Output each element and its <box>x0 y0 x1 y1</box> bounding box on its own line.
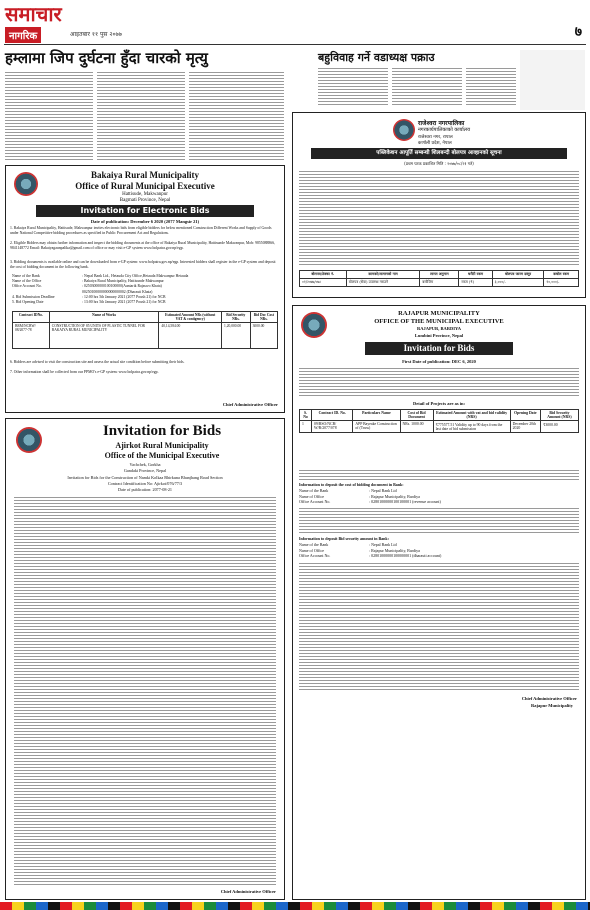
notice-rajapur <box>292 305 586 900</box>
place-line: Bagmati Province, Nepal <box>119 198 171 203</box>
info-value: : Rajapur Municipality, Bardiya <box>369 493 420 499</box>
table-cell: 40,14,584.00 <box>159 323 222 349</box>
table-header-cell: कामको/सामानको नाम <box>346 271 420 279</box>
info-value: : Nepal Bank Ltd., Hetauda City Office,Hetauda Makwanpur Hetauda <box>82 274 189 278</box>
table-cell: NRs. 1000.00 <box>400 421 433 433</box>
table-header-cell: Estimated Amount with vat and bid validity (NRS) <box>433 410 510 421</box>
place-line: Vachchek, Gorkha <box>129 462 161 467</box>
office-name: Office of Rural Municipal Executive <box>75 181 215 191</box>
headline-left: हम्लामा जिप दुर्घटना हुँदा चारको मृत्यु <box>5 49 208 67</box>
info-key: Office Account No. <box>299 499 331 504</box>
pub-date: First Date of publication: DEC 6, 2020 <box>402 359 476 364</box>
table-cell: ₹775577.51 Validity up to 90 days from the last date of bid submission <box>433 421 510 433</box>
info-key: Office Account No. <box>299 553 331 558</box>
table-header-cell: S. No <box>300 410 312 421</box>
article-column <box>97 70 185 160</box>
table-cell: December 20th 2020 <box>510 421 540 433</box>
table-cell: 09/RSO/NCB/ W/B/2077/078 <box>312 421 353 433</box>
table-cell: BRM/NCBW/ 08/2077-78 <box>13 323 50 349</box>
notice-title: Invitation for Bids <box>365 342 513 355</box>
masthead <box>5 4 67 42</box>
table-cell: 1 <box>300 421 312 433</box>
signature: Chief Administrative Officer <box>220 889 276 894</box>
table-cell: ₹3000.00 <box>540 421 578 433</box>
notice-title: पब्लिकेशन आपूर्ति सम्बन्धी शिलबन्दी बोलपत्र आव्हानको सूचना <box>311 148 567 159</box>
article-column <box>392 66 462 106</box>
table-cell: ०१/२०७७/०७८ <box>300 279 347 287</box>
org-name: Bakaiya Rural Municipality <box>90 170 199 180</box>
divider <box>4 44 586 45</box>
notice-title: Invitation for Bids <box>102 423 222 439</box>
table-header-cell: Opening Date <box>510 410 540 421</box>
table-header-cell: लागत अनुमान <box>420 271 459 279</box>
org-name: राजेश्वरा नगरपालिका <box>418 120 465 127</box>
signature: Rajapur Municipality <box>530 703 573 708</box>
table-cell: बमोजिम <box>420 279 459 287</box>
details-heading: Detail of Projects are as in: <box>413 401 465 406</box>
table-header-cell: Name of Works <box>49 312 159 323</box>
paragraph: 7. Other information shall be collected from our PPMO's e-GP system: www.bolpatra.gov.np/egp. <box>10 370 159 374</box>
signature: Chief Administrative Officer <box>222 402 278 407</box>
masthead-section: नागरिक <box>5 27 41 43</box>
info-value: : Nepal Bank Ltd <box>369 542 397 547</box>
notice-body <box>299 169 579 265</box>
table-header-cell: Bid Security NRs. <box>222 312 251 323</box>
notice-bakaiya <box>5 165 285 413</box>
info-value: : 12:00 hrs 5th January 2021 (2077 Poush 21) for NCB <box>82 294 166 299</box>
notice-ajirkot <box>5 418 285 900</box>
info-row <box>299 553 441 559</box>
org-name: Ajirkot Rural Municipality <box>115 441 209 450</box>
page-number: ७ <box>574 24 582 40</box>
table-cell: 3000.00 <box>250 323 277 349</box>
info-key: Office Account No. <box>12 284 42 289</box>
paragraph: 6. Bidders are advised to visit the construction site and assess the actual site condition before submitting their bids. <box>10 360 185 364</box>
table-header-cell: Particulars Name <box>353 410 400 421</box>
bank-info <box>299 542 441 559</box>
bank-heading: Information to deposit the cost of bidding document in Bank: <box>299 482 404 487</box>
bank-info <box>12 274 280 305</box>
org-name: RAJAPUR MUNICIPALITY <box>398 310 480 317</box>
place-line: कर्णाली प्रदेश, नेपाल <box>418 141 452 146</box>
table-header-cell: Contract ID. No. <box>312 410 353 421</box>
info-key: 4. Bid Submission Deadline <box>12 294 55 299</box>
place-line: RAJAPUR, BARDIYA <box>416 326 462 331</box>
table-cell: APP Bayeake Construction of (Truss) <box>353 421 400 433</box>
table-cell: 1,20,000.00 <box>222 323 251 349</box>
notice-body <box>299 468 579 480</box>
info-key: 5. Bid Opening Date <box>12 300 44 305</box>
table-cell: ३,०००/- <box>492 279 544 287</box>
table-header-cell: Bid Doc Cost NRs. <box>250 312 277 323</box>
table-header-cell: धरौटी रकम <box>459 271 492 279</box>
masthead-title: समाचार <box>5 4 67 24</box>
place-line: Lumbini Province, Nepal <box>414 333 464 338</box>
notice-title: Invitation for Electronic Bids <box>36 205 254 217</box>
works-table <box>12 311 278 349</box>
headline-right: बहुविवाह गर्ने वडाध्यक्ष पक्राउ <box>318 51 435 64</box>
info-value: : 02503000000100100000(Aantarik Rajaswo Khata) <box>82 284 162 289</box>
table-header-cell: Estimated Amount NRs (without VAT & contigency) <box>159 312 222 323</box>
office-name: नगरकार्यपालिकाको कार्यालय <box>418 127 470 133</box>
article-column <box>189 70 284 160</box>
signature: Chief Administrative Officer <box>521 696 577 701</box>
info-value: : 13:00 hrs 5th January 2021 (2077 Poush 21) for NCB <box>82 300 166 305</box>
table-cell: बोलपत्र (सेवा) उपलब्ध गराउने <box>346 279 420 287</box>
table-header-cell: कबोल रकम <box>544 271 579 279</box>
info-key: Name of the Bank <box>299 542 329 547</box>
article-column <box>318 66 388 106</box>
info-key: Name of the Bank <box>299 488 329 493</box>
pub-date: Date of publication: December 6 2020 (2077 Mangsir 21) <box>90 219 200 224</box>
info-value: 00250100000000000000002 (Dharauti Khata) <box>82 289 153 294</box>
info-key: Name of the Office <box>12 279 42 284</box>
notice-nepali <box>292 112 586 298</box>
info-value: : 02801000000100100001 (revenue account) <box>369 499 441 504</box>
photo <box>520 50 585 110</box>
table-header-cell: Cost of Bid Document <box>400 410 433 421</box>
table-header-cell: बोलपत्र फारम दस्तुर <box>492 271 544 279</box>
paragraph: 2. Eligible Bidders may obtain further information and inspect the bidding documents at the office of Bakaiya Rural Municipality, Hattisunde Makwanpur, Mob: 9855088866, 9841148772 Email: Bakaiyagaunpalika@gmail.com of office or may visit e-GP system www.bolpatra.gov.np/egp. <box>10 241 276 250</box>
office-name: OFFICE OF THE MUNICIPAL EXECUTIVE <box>374 318 504 325</box>
projects-table <box>299 409 579 433</box>
table-header-cell: Contract IDNo. <box>13 312 50 323</box>
notice-body <box>299 366 579 398</box>
emblem-icon <box>393 119 415 141</box>
info-value: : 02801000000100000001 (dharauti account) <box>369 553 442 558</box>
table-header-cell: बोलपत्र/ठेक्का नं. <box>300 271 347 279</box>
bank-heading: Information to deposit Bid security amount in Bank: <box>299 536 389 541</box>
notice-body <box>299 506 579 534</box>
article-column <box>5 70 93 160</box>
bid-table <box>299 270 579 287</box>
color-strip <box>0 902 590 910</box>
info-row <box>299 499 441 505</box>
office-name: Office of the Municipal Executive <box>104 451 220 460</box>
table-cell: रकम (₹) <box>459 279 492 287</box>
article-column <box>466 66 516 106</box>
place-line: Hattisude, Makwanpur <box>122 192 168 197</box>
paragraph: 1. Bakaiya Rural Municipality, Hattisude, Makwanpur invites electronic bids from eligible bidders for below mentioned Construction Different Works and Supply of Goods under National Competitive bidding procedures as specified in Public Procurement Act and Regulations. <box>10 226 272 235</box>
bank-info <box>299 488 441 505</box>
intro-line: Invitation for Bids for the Construction of Namki Kolkaa Bhirkuna Bhanjhang Road Section <box>67 475 223 480</box>
info-value: : Nepal Bank Ltd <box>369 488 397 493</box>
info-key: Name of Office <box>299 547 325 553</box>
notice-body <box>14 495 276 885</box>
info-row <box>12 300 280 305</box>
pub-date: Date of publication: 2077-08-21 <box>117 487 173 492</box>
info-value: : Bakaiya Rural Municipality, Hattisunde Makwanpur <box>82 279 164 284</box>
info-key: Name of the Bank <box>12 274 40 278</box>
table-cell: १०,०००/- <box>544 279 579 287</box>
info-value: : Rajapur Municipality, Bardiya <box>369 547 420 553</box>
contract-id: Contract Identification No: Ajirkot/076/77/3 <box>107 481 183 486</box>
info-key: Name of Office <box>299 493 325 499</box>
table-cell: CONSTRUCTION OF 85 UNITS OF PLASTIC TUNNEL FOR BAKAIYA RURAL MUNICIPALITY <box>49 323 159 349</box>
dateline: आइतबार ११ पुस २०७७ <box>70 31 122 38</box>
table-header-cell: Bid Security Amount (NRS) <box>540 410 578 421</box>
notice-body <box>299 561 579 691</box>
place-line: राजेश्वरा नगर, रापाल <box>418 135 453 140</box>
place-line: Gandaki Province, Nepal <box>123 468 167 473</box>
paragraph: 3. Bidding documents is available online and can be downloaded from e-GP system: www.bolpatra.gov.np/egp. Interested bidders shall register in the e-GP system and deposit the cost of bidding document in the following bank. <box>10 260 276 269</box>
pub-date: (प्रथम पटक प्रकाशित मिति : २०७७/०८/२१ गते) <box>404 161 474 166</box>
emblem-icon <box>16 427 42 453</box>
